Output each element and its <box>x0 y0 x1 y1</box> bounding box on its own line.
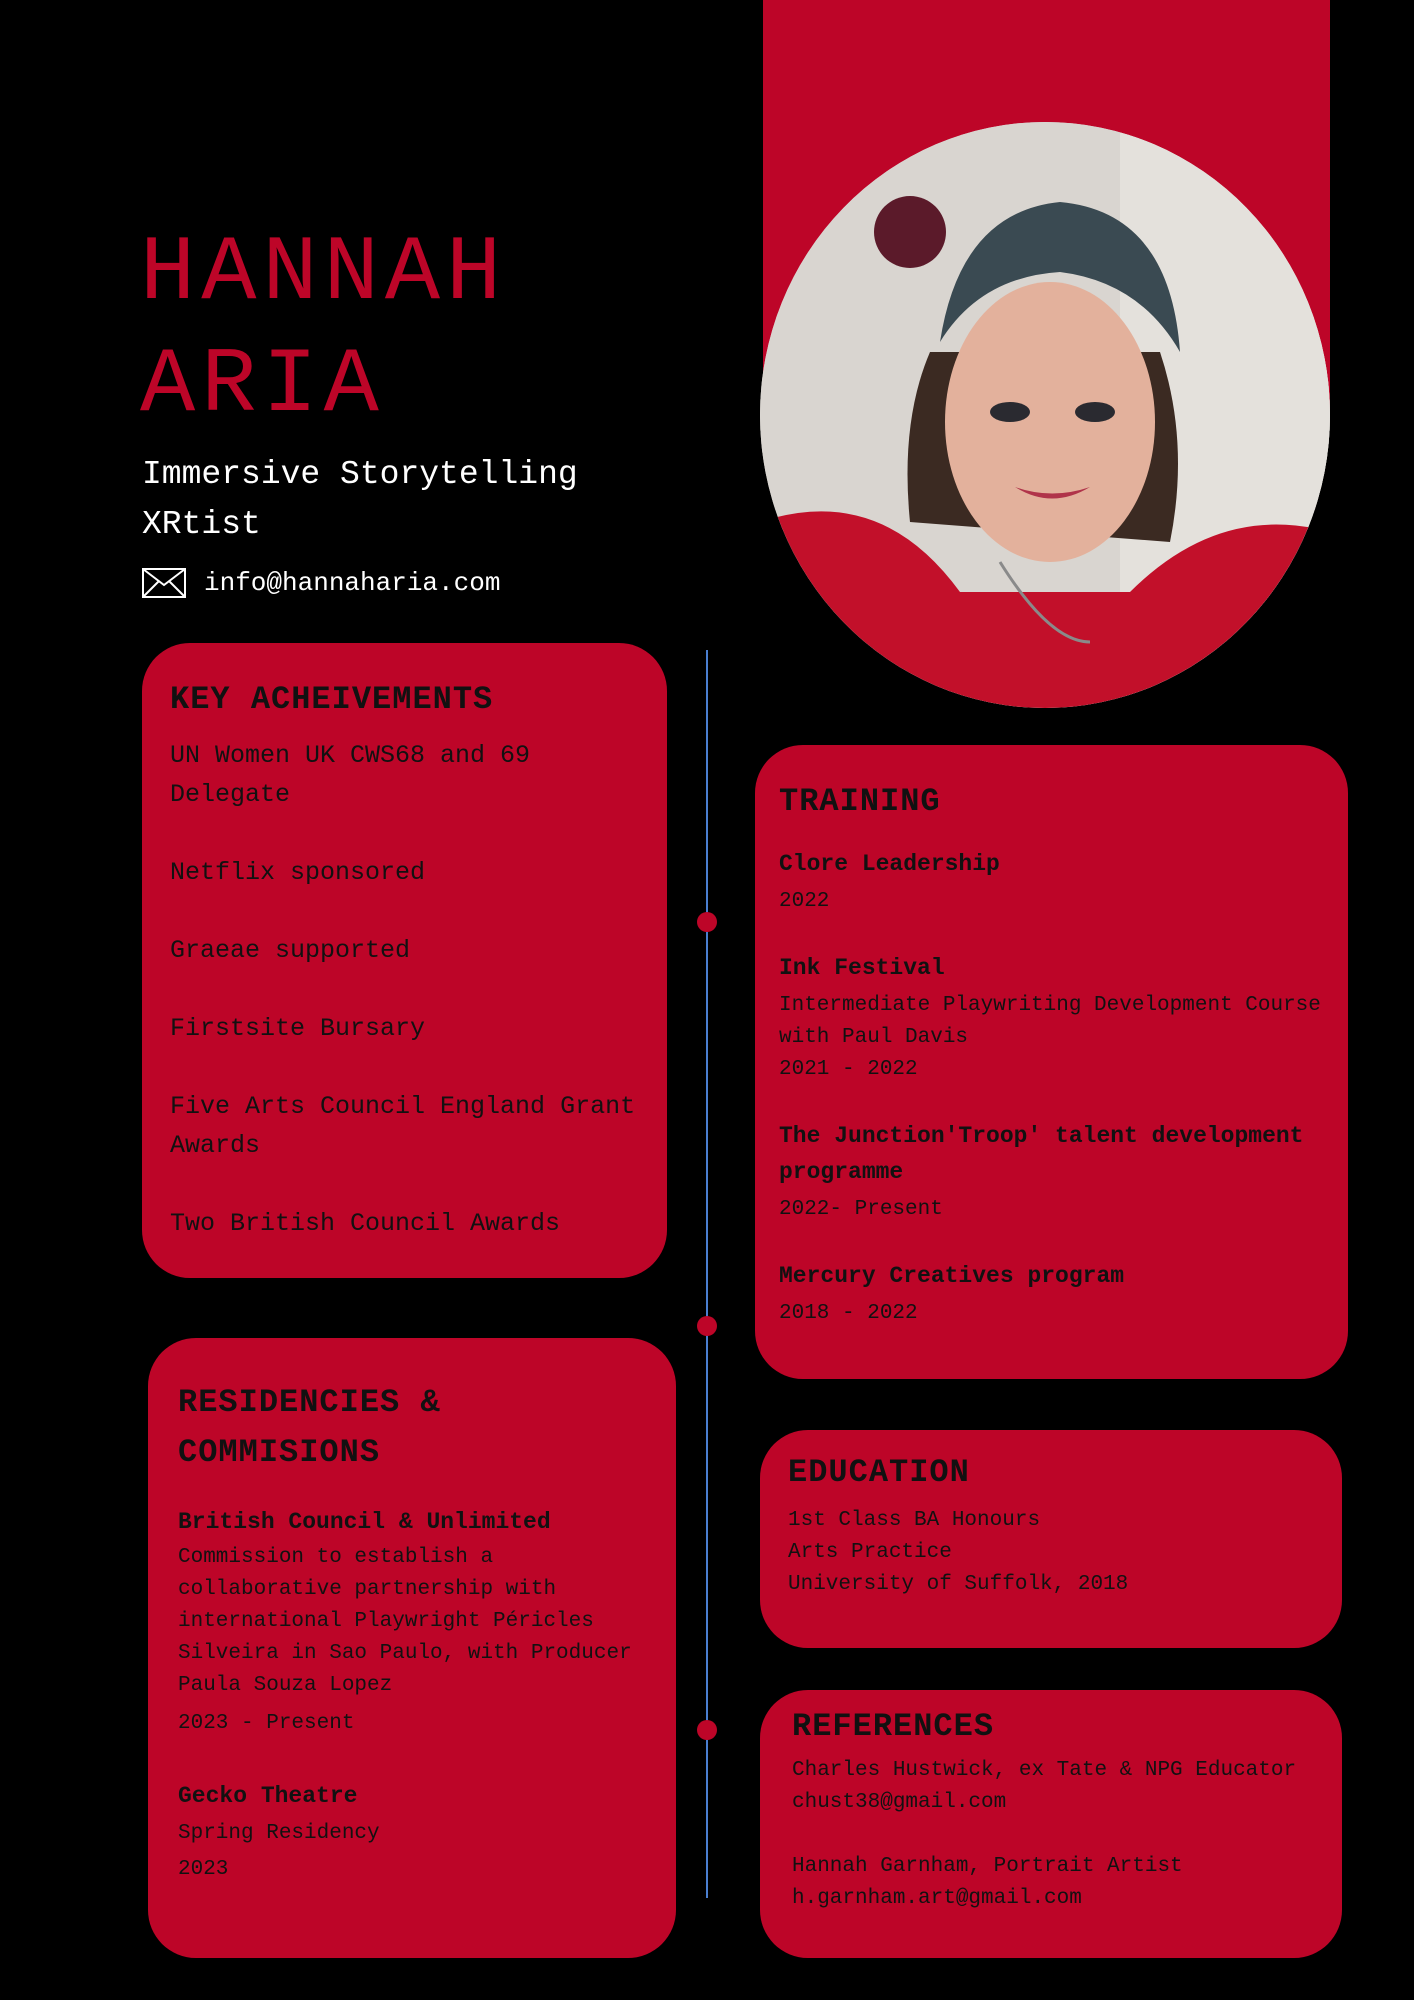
references-title: REFERENCES <box>792 1708 995 1745</box>
reference-entry <box>792 1755 1310 1819</box>
achievements-card <box>142 643 667 1278</box>
education-line: University of Suffolk, 2018 <box>788 1573 1129 1596</box>
timeline-dot <box>697 1316 717 1336</box>
training-detail: 2018 - 2022 <box>779 1302 918 1325</box>
residency-date: 2023 - Present <box>178 1712 355 1735</box>
education-title: EDUCATION <box>788 1454 970 1491</box>
training-name: The Junction'Troop' talent development programme <box>779 1123 1304 1185</box>
reference-email[interactable]: chust38@gmail.com <box>792 1791 1007 1814</box>
timeline-dot <box>697 1720 717 1740</box>
reference-email[interactable]: h.garnham.art@gmail.com <box>792 1887 1082 1910</box>
education-line: Arts Practice <box>788 1541 952 1564</box>
training-entry <box>779 1118 1324 1226</box>
training-name: Clore Leadership <box>779 851 1000 877</box>
references-card <box>760 1690 1342 1958</box>
training-detail: 2022 <box>779 890 830 913</box>
envelope-icon <box>142 568 186 598</box>
training-detail: 2022- Present <box>779 1198 943 1221</box>
portrait-illustration <box>760 122 1330 708</box>
education-line: 1st Class BA Honours <box>788 1509 1041 1532</box>
reference-line: Charles Hustwick, ex Tate & NPG Educator <box>792 1759 1297 1782</box>
residency-description: Commission to establish a collaborative partnership with international Playwright Péricles Silveira in Sao Paulo, with Producer Paula Souza Lopez <box>178 1546 632 1697</box>
training-detail: Intermediate Playwriting Development Course with Paul Davis <box>779 994 1321 1049</box>
residencies-card <box>148 1338 676 1958</box>
last-name: ARIA <box>140 333 385 438</box>
training-title: TRAINING <box>779 783 941 820</box>
residency-name: British Council & Unlimited <box>178 1509 551 1535</box>
education-details <box>788 1505 1314 1601</box>
residency-entry <box>178 1778 648 1886</box>
residency-date: 2023 <box>178 1858 229 1881</box>
training-detail: 2021 - 2022 <box>779 1058 918 1081</box>
education-card <box>760 1430 1342 1648</box>
residency-name: Gecko Theatre <box>178 1783 358 1809</box>
residencies-title: RESIDENCIES & COMMISIONS <box>178 1384 441 1471</box>
achievement-item: Two British Council Awards <box>170 1209 561 1238</box>
email-address[interactable]: info@hannaharia.com <box>204 568 501 598</box>
training-entry <box>779 846 1324 918</box>
training-name: Ink Festival <box>779 955 945 981</box>
first-name: HANNAH <box>140 221 508 326</box>
achievements-title: KEY ACHEIVEMENTS <box>170 681 494 718</box>
achievement-item: UN Women UK CWS68 and 69 Delegate <box>170 741 531 809</box>
achievement-item: Netflix sponsored <box>170 858 426 887</box>
timeline-line <box>706 650 708 1898</box>
achievement-item: Graeae supported <box>170 936 411 965</box>
training-entry <box>779 1258 1324 1330</box>
timeline-dot <box>697 912 717 932</box>
training-entry <box>779 950 1324 1086</box>
person-name <box>140 218 507 442</box>
reference-entry <box>792 1851 1310 1915</box>
residency-description: Spring Residency <box>178 1822 380 1845</box>
job-tagline: Immersive Storytelling XRtist <box>142 456 578 543</box>
reference-line: Hannah Garnham, Portrait Artist <box>792 1855 1183 1878</box>
training-card <box>755 745 1348 1379</box>
achievements-list <box>170 736 639 1243</box>
training-name: Mercury Creatives program <box>779 1263 1125 1289</box>
achievement-item: Firstsite Bursary <box>170 1014 426 1043</box>
profile-photo <box>760 122 1330 708</box>
contact-email[interactable] <box>142 568 500 598</box>
achievement-item: Five Arts Council England Grant Awards <box>170 1092 636 1160</box>
residency-entry <box>178 1504 648 1740</box>
